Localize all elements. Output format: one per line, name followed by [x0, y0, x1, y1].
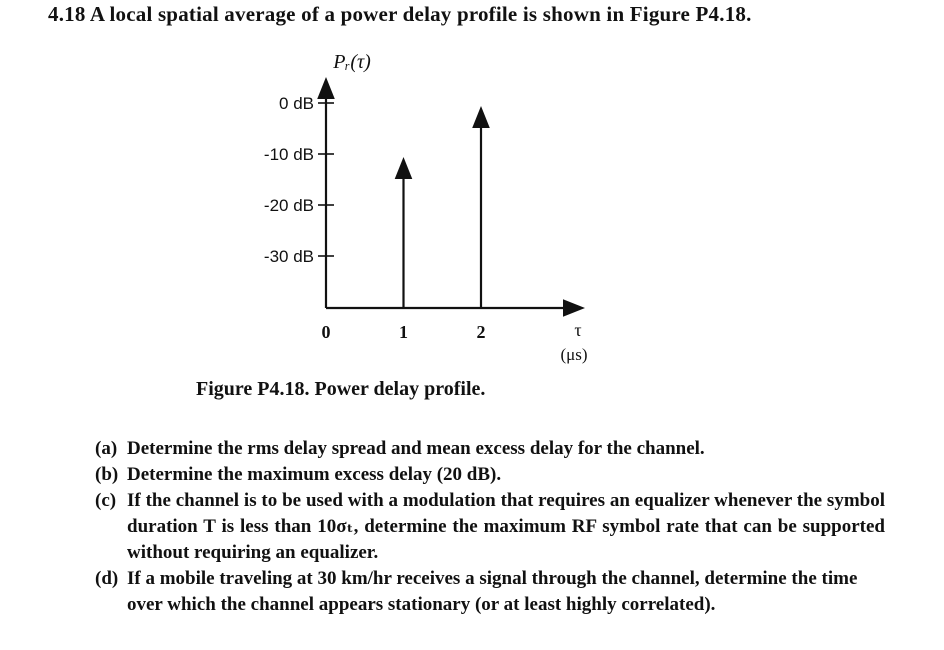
question-c: [95, 488, 885, 566]
y-tick-label: 0 dB: [279, 94, 314, 113]
x-tick-label: 1: [399, 322, 408, 342]
x-axis-label: τ: [574, 320, 582, 340]
problem-heading: 4.18 A local spatial average of a power delay profile is shown in Figure P4.18.: [48, 2, 752, 26]
question-d-marker: (d): [95, 568, 119, 589]
x-tick-label: 2: [476, 322, 486, 342]
y-tick-label: -20 dB: [263, 196, 314, 215]
question-a-text: Determine the rms delay spread and mean excess delay for the channel.: [127, 438, 705, 459]
question-list: [95, 436, 885, 618]
question-a: [95, 436, 885, 462]
question-a-marker: (a): [95, 438, 118, 459]
question-b-marker: (b): [95, 464, 119, 485]
question-c-marker: (c): [95, 490, 117, 511]
question-d: [95, 566, 885, 618]
x-tick-label: 0: [321, 322, 331, 342]
y-tick-label: -30 dB: [263, 247, 314, 266]
question-c-text: If the channel is to be used with a modulation that requires an equalizer whenever the symbol duration T is less than 10σₜ, determine the maximum RF symbol rate that can be supported without requiring an equalizer.: [127, 490, 885, 563]
figure-caption: Figure P4.18. Power delay profile.: [196, 378, 486, 400]
question-b: [95, 462, 885, 488]
y-tick-label: -10 dB: [263, 145, 314, 164]
question-d-text: If a mobile traveling at 30 km/hr receives a signal through the channel, determine the time over which the channel appears stationary (or at least highly correlated).: [127, 568, 858, 615]
question-b-text: Determine the maximum excess delay (20 dB).: [127, 464, 502, 485]
y-axis-label: Pᵣ(τ): [333, 51, 371, 73]
x-axis-unit: (μs): [560, 345, 588, 364]
